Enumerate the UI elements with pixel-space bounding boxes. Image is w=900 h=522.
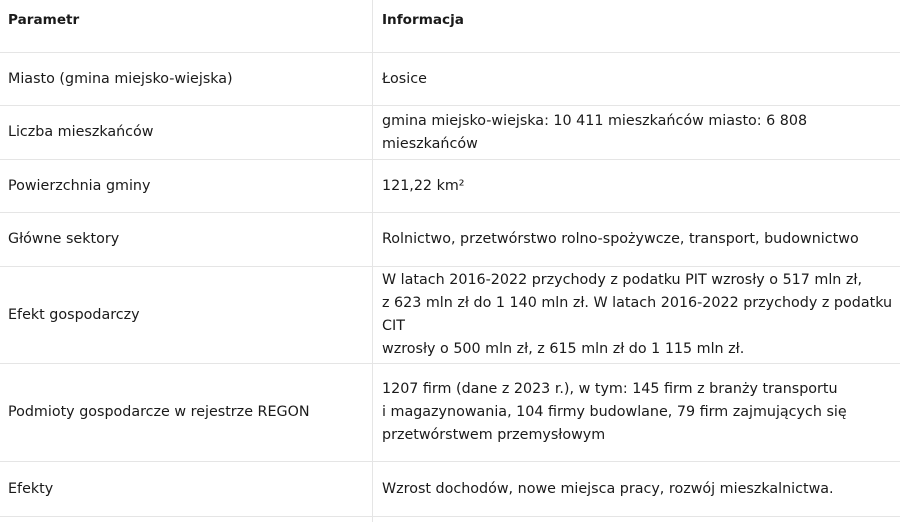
- param-cell: [0, 462, 372, 516]
- param-text: Liczba mieszkańców: [8, 124, 154, 140]
- info-text: 1207 firm (dane z 2023 r.), w tym: 145 firm z branży transportu i magazynowania, 104 firmy budowlane, 79 firm zajmujących się przetwórstwem przemysłowym: [382, 381, 847, 443]
- header-cell-parametr: [0, 0, 372, 52]
- param-cell: [0, 53, 372, 105]
- param-text: Główne sektory: [8, 231, 120, 247]
- param-text: Efekt gospodarczy: [8, 306, 140, 323]
- table-row: [0, 462, 900, 517]
- table-row: [0, 106, 900, 160]
- table-row: [0, 364, 900, 462]
- info-cell: [373, 213, 900, 266]
- info-text: W latach 2016-2022 przychody z podatku PIT wzrosły o 517 mln zł, z 623 mln zł do 1 140 mln zł. W latach 2016-2022 przychody z podatku CIT wzrosły o 500 mln zł, z 615 mln zł do 1 115 mln zł.: [382, 272, 893, 357]
- info-text: Wzrost dochodów, nowe miejsca pracy, rozwój mieszkalnictwa.: [382, 480, 834, 497]
- param-text: Efekty: [8, 480, 54, 497]
- table-row: [0, 160, 900, 213]
- param-cell: [0, 160, 372, 212]
- header-informacja-label: Informacja: [382, 12, 464, 28]
- info-text: 121,22 km²: [382, 177, 465, 194]
- info-text: gmina miejsko-wiejska: 10 411 mieszkańców miasto: 6 808 mieszkańców: [382, 112, 808, 152]
- table-row: [0, 213, 900, 267]
- info-cell: [373, 106, 900, 159]
- table-row: [0, 267, 900, 364]
- header-cell-informacja: [373, 0, 900, 52]
- info-cell: [373, 462, 900, 516]
- info-cell: [373, 267, 900, 363]
- info-cell: [373, 364, 900, 461]
- info-cell: [373, 53, 900, 105]
- info-cell: [373, 160, 900, 212]
- table-header-row: [0, 0, 900, 53]
- param-cell: [0, 106, 372, 159]
- info-text: Rolnictwo, przetwórstwo rolno-spożywcze, transport, budownictwo: [382, 231, 859, 247]
- header-parametr-label: Parametr: [8, 12, 80, 28]
- param-text: Miasto (gmina miejsko-wiejska): [8, 70, 233, 87]
- param-cell: [0, 364, 372, 461]
- param-text: Podmioty gospodarcze w rejestrze REGON: [8, 404, 310, 420]
- param-text: Powierzchnia gminy: [8, 177, 151, 194]
- param-cell: [0, 213, 372, 266]
- info-text: Łosice: [382, 70, 427, 87]
- table-row: [0, 53, 900, 106]
- param-cell: [0, 267, 372, 363]
